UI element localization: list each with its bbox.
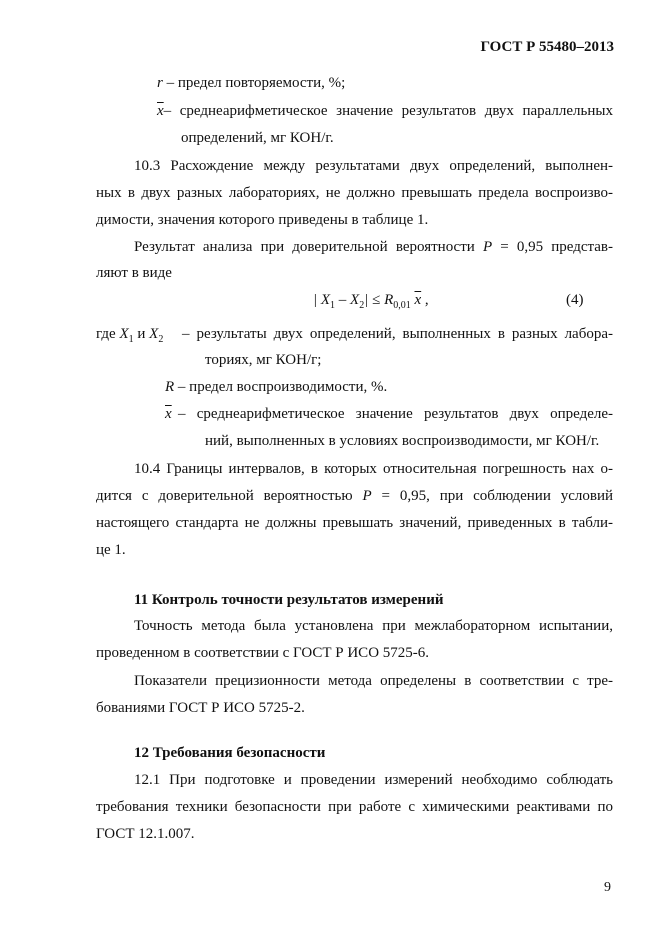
p103-line1: 10.3 Расхождение между результатами двух определений, выполнен- — [134, 158, 613, 174]
def-xbar-line1 — [157, 102, 613, 120]
s12-p1-line2: требования техники безопасности при работе с химическими реактивами по — [96, 799, 613, 815]
f-xbar: $\overline{x}$ — [414, 292, 422, 308]
and-word: и — [137, 326, 146, 342]
f-rhs: | ≤ R — [364, 292, 394, 308]
xbar2-symbol: $\overline{x}$ — [165, 406, 172, 422]
R-definition: – предел воспроизводимости, %. — [177, 379, 388, 395]
def-R — [165, 378, 387, 396]
section-11-title: 11 Контроль точности результатов измерений — [134, 592, 444, 608]
text: = 0,95 представ- — [500, 239, 614, 255]
f-lhs: | X — [313, 292, 331, 308]
f-tail: , — [421, 292, 429, 308]
p103b-line1 — [134, 238, 613, 256]
r-definition: – предел повторяемости, %; — [166, 75, 346, 91]
s11-p2-line2: бованиями ГОСТ Р ИСО 5725-2. — [96, 700, 305, 716]
where-text2: ториях, мг КОН/г; — [205, 352, 322, 368]
s12-p1-line3: ГОСТ 12.1.007. — [96, 826, 195, 842]
p104-line1: 10.4 Границы интервалов, в которых относительная погрешность нах о- — [134, 461, 613, 477]
f-sub2: 2 — [359, 300, 365, 311]
x2-symbol: X — [149, 326, 159, 342]
where-lead: где — [96, 326, 116, 342]
p104-line4: це 1. — [96, 542, 126, 558]
R-symbol: R — [165, 379, 175, 395]
def-xbar-line2: определений, мг КОН/г. — [181, 130, 334, 146]
s11-p1-line2: проведенном в соответствии с ГОСТ Р ИСО 5725-6. — [96, 645, 430, 661]
x2-sub: 2 — [158, 334, 164, 345]
x1-symbol: X — [119, 326, 129, 342]
formula-4 — [313, 291, 429, 315]
def-r — [157, 74, 345, 92]
text: дится с доверительной вероятностью — [96, 488, 353, 504]
x1-sub: 1 — [128, 334, 134, 345]
p-symbol-2: P — [362, 488, 372, 504]
f-x2: – X — [335, 292, 360, 308]
p-symbol: P — [482, 239, 493, 255]
p103-line2: ных в двух разных лабораториях, не должно превышать предела воспроизво- — [96, 185, 613, 201]
def-xbar2-symbol — [165, 405, 172, 423]
equation-number: (4) — [566, 292, 584, 308]
s11-p2-line1: Показатели прецизионности метода определены в соответствии с тре- — [134, 673, 613, 689]
p103b-line2: ляют в виде — [96, 265, 172, 281]
where-text1: – результаты двух определений, выполненных в разных лабора- — [182, 326, 613, 342]
s12-p1-line1: 12.1 При подготовке и проведении измерений необходимо соблюдать — [134, 772, 613, 788]
s11-p1-line1: Точность метода была установлена при межлабораторном испытании, — [134, 618, 613, 634]
page-number: 9 — [604, 880, 611, 895]
document-code-header: ГОСТ Р 55480–2013 — [480, 39, 614, 55]
section-12-title: 12 Требования безопасности — [134, 745, 326, 761]
p104-line2 — [96, 487, 613, 505]
text: = 0,95, при соблюдении условий — [381, 488, 614, 504]
xbar-symbol: $\overline{x}$ — [157, 103, 164, 119]
xbar-definition: – среднеарифметическое значение результатов двух параллельных — [163, 103, 613, 119]
f-sub1: 1 — [330, 300, 336, 311]
p103-line3: димости, значения которого приведены в таблице 1. — [96, 212, 429, 228]
def-xbar2-line1: – среднеарифметическое значение результатов двух определе- — [178, 406, 613, 422]
r-symbol: r — [157, 75, 163, 91]
p104-line3: настоящего стандарта не должны превышать значений, приведенных в табли- — [96, 515, 613, 531]
def-xbar2-line2: ний, выполненных в условиях воспроизводимости, мг КОН/г. — [205, 433, 600, 449]
text: Результат анализа при доверительной вероятности — [134, 239, 475, 255]
where-line1 — [96, 325, 163, 349]
f-subR: 0,01 — [393, 300, 411, 311]
